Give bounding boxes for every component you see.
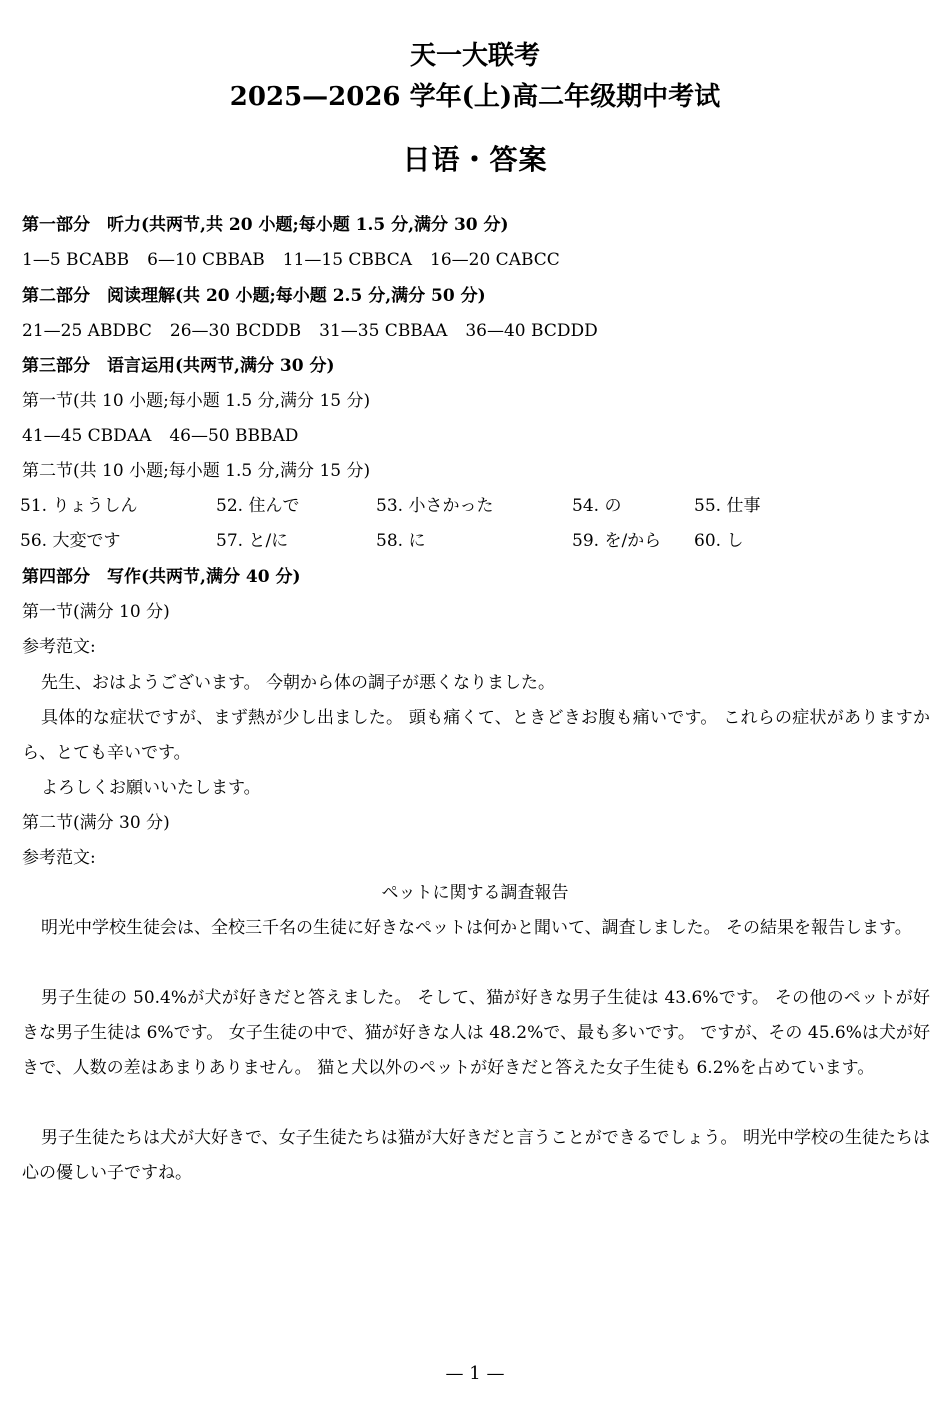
essay2-title: ペットに関する調査報告 bbox=[381, 883, 569, 903]
part3-section1-answers bbox=[22, 424, 298, 448]
exam-org-title: 天一大联考 bbox=[409, 41, 540, 71]
answer-group: 21—25 ABDBC bbox=[22, 321, 152, 341]
answer-group: 1—5 BCABB bbox=[22, 250, 130, 270]
part4-section1-heading: 第一节(满分 10 分) bbox=[22, 602, 170, 622]
sample-essay-label: 参考范文: bbox=[22, 637, 96, 657]
part3-section2-heading: 第二节(共 10 小题;每小题 1.5 分,满分 15 分) bbox=[22, 461, 371, 481]
essay2-paragraph: 男子生徒たちは犬が大好きで、女子生徒たちは猫が大好きだと言うことができるでしょう。 明光中学校の生徒たちは心の優しい子ですね。 bbox=[22, 1128, 930, 1183]
answer-group: 31—35 CBBAA bbox=[319, 321, 448, 341]
essay1-paragraph: 具体的な症状ですが、まず熱が少し出ました。 頭も痛くて、ときどきお腹も痛いです。 これらの症状がありますから、とても辛いです。 bbox=[22, 708, 930, 763]
answer-group: 41—45 CBDAA bbox=[22, 426, 152, 446]
answer-group: 16—20 CABCC bbox=[430, 250, 560, 270]
answer-52: 52. 住んで bbox=[216, 496, 300, 516]
sample-essay-label: 参考范文: bbox=[22, 848, 96, 868]
part4-section2-heading: 第二节(满分 30 分) bbox=[22, 813, 170, 833]
part1-heading: 第一部分 听力(共两节,共 20 小题;每小题 1.5 分,满分 30 分) bbox=[22, 215, 509, 235]
answer-55: 55. 仕事 bbox=[694, 496, 761, 516]
answer-group: 11—15 CBBCA bbox=[282, 250, 413, 270]
part3-heading: 第三部分 语言运用(共两节,满分 30 分) bbox=[22, 356, 335, 376]
essay2-paragraph: 男子生徒の 50.4%が犬が好きだと答えました。 そして、猫が好きな男子生徒は 43.6%です。 その他のペットが好きな男子生徒は 6%です。 女子生徒の中で、猫が好きな人は 48.2%で、最も多いです。 ですが、その 45.6%は犬が好きで、人数の差はあまりありません。 猫と犬以外のペットが好きだと答えた女子生徒も 6.2%を占めています。 bbox=[22, 988, 930, 1078]
answer-57: 57. と/に bbox=[216, 531, 289, 551]
part3-section1-heading: 第一节(共 10 小题;每小题 1.5 分,满分 15 分) bbox=[22, 391, 371, 411]
answer-group: 46—50 BBBAD bbox=[169, 426, 299, 446]
answer-59: 59. を/から bbox=[572, 531, 662, 551]
answer-56: 56. 大変です bbox=[20, 531, 121, 551]
part1-answers bbox=[22, 248, 560, 272]
subject-title: 日语・答案 bbox=[402, 143, 548, 176]
page-number: — 1 — bbox=[445, 1363, 505, 1384]
essay1-paragraph: 先生、おはようございます。 今朝から体の調子が悪くなりました。 bbox=[41, 673, 556, 693]
answer-group: 6—10 CBBAB bbox=[147, 250, 265, 270]
part2-heading: 第二部分 阅读理解(共 20 小题;每小题 2.5 分,满分 50 分) bbox=[22, 286, 486, 306]
exam-title: 2025—2026 学年(上)高二年级期中考试 bbox=[229, 82, 721, 112]
answer-54: 54. の bbox=[572, 496, 622, 516]
part2-answers bbox=[22, 319, 598, 343]
answer-group: 26—30 BCDDB bbox=[169, 321, 302, 341]
essay2-paragraph: 明光中学校生徒会は、全校三千名の生徒に好きなペットは何かと聞いて、調査しました。 その結果を報告します。 bbox=[41, 918, 912, 938]
answer-53: 53. 小さかった bbox=[376, 496, 494, 516]
answer-group: 36—40 BCDDD bbox=[465, 321, 598, 341]
answer-58: 58. に bbox=[376, 531, 426, 551]
answer-60: 60. し bbox=[694, 531, 744, 551]
answer-51: 51. りょうしん bbox=[20, 496, 138, 516]
essay1-paragraph: よろしくお願いいたします。 bbox=[41, 778, 261, 798]
part4-heading: 第四部分 写作(共两节,满分 40 分) bbox=[22, 567, 301, 587]
